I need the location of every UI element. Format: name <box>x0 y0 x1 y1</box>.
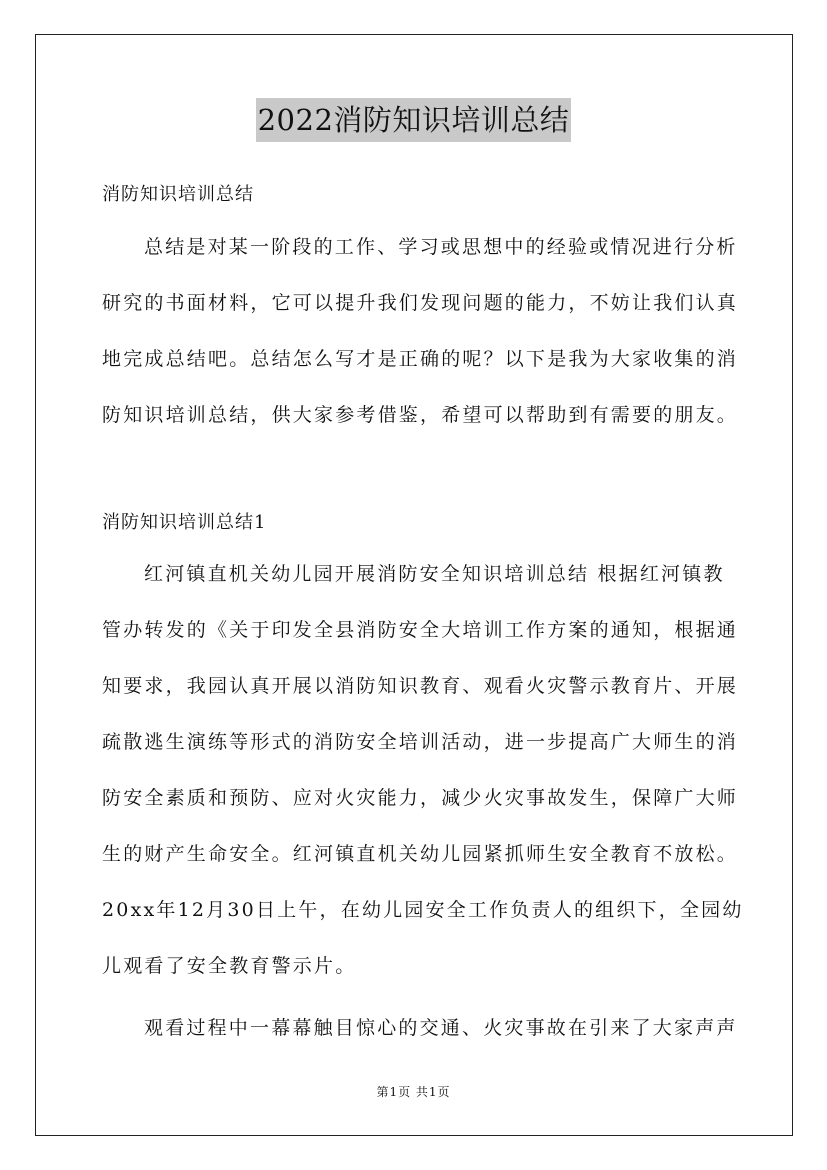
paragraph-line: 管办转发的《关于印发全县消防安全大培训工作方案的通知，根据通 <box>102 619 739 641</box>
paragraph-line: 地完成总结吧。总结怎么写才是正确的呢？以下是我为大家收集的消 <box>102 348 739 370</box>
page-footer: 第1页 共1页 <box>376 1085 451 1099</box>
subtitle: 消防知识培训总结 <box>102 184 254 205</box>
paragraph-line: 儿观看了安全教育警示片。 <box>102 955 357 977</box>
paragraph-line: 总结是对某一阶段的工作、学习或思想中的经验或情况进行分析 <box>144 236 738 258</box>
section-heading: 消防知识培训总结1 <box>102 512 267 533</box>
document-title: 2022消防知识培训总结 <box>256 98 572 142</box>
intro-paragraph <box>102 219 739 443</box>
paragraph-line: 疏散逃生演练等形式的消防安全培训活动，进一步提高广大师生的消 <box>102 731 739 753</box>
paragraph-line: 防安全素质和预防、应对火灾能力，减少火灾事故发生，保障广大师 <box>102 787 739 809</box>
paragraph-line: 知要求，我园认真开展以消防知识教育、观看火灾警示教育片、开展 <box>102 675 739 697</box>
paragraph-line: 红河镇直机关幼儿园开展消防安全知识培训总结 根据红河镇教 <box>144 563 725 585</box>
paragraph-line: 生的财产生命安全。红河镇直机关幼儿园紧抓师生安全教育不放松。 <box>102 843 739 865</box>
next-paragraph <box>102 1000 738 1056</box>
paragraph-line: 20xx年12月30日上午，在幼儿园安全工作负责人的组织下，全园幼 <box>102 899 744 921</box>
body-paragraph <box>102 546 744 994</box>
paragraph-line: 防知识培训总结，供大家参考借鉴，希望可以帮助到有需要的朋友。 <box>102 404 739 426</box>
paragraph-line: 观看过程中一幕幕触目惊心的交通、火灾事故在引来了大家声声 <box>144 1017 738 1039</box>
paragraph-line: 研究的书面材料，它可以提升我们发现问题的能力，不妨让我们认真 <box>102 292 739 314</box>
title-container <box>0 98 827 142</box>
